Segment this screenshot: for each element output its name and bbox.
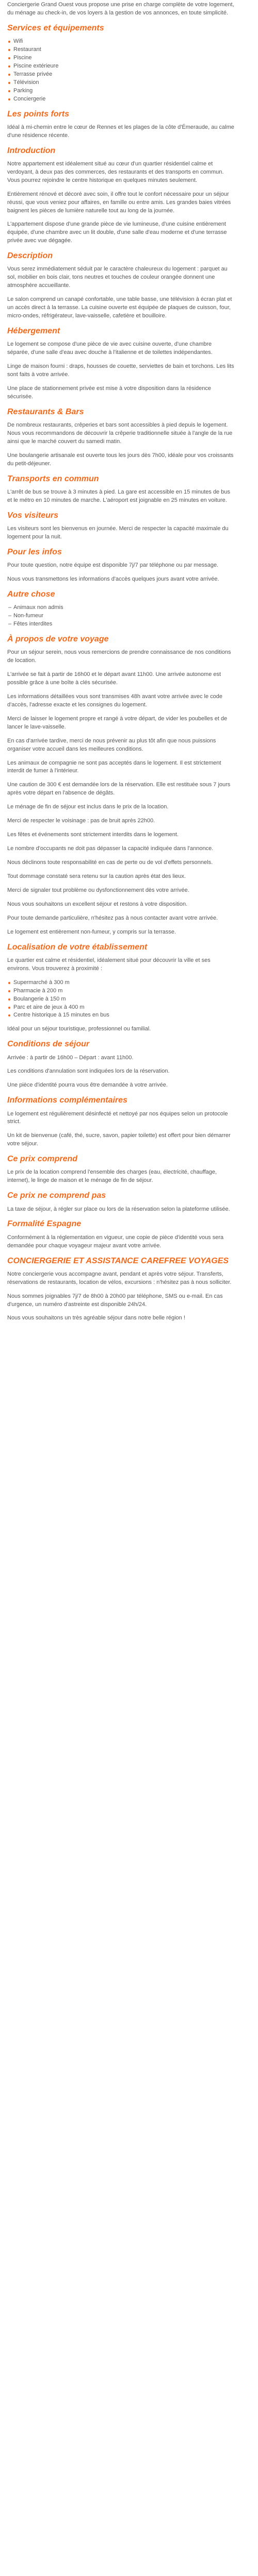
infos-heading: Pour les infos	[7, 547, 62, 556]
paragraph: Nous vous souhaitons un très agréable séjour dans notre belle région !	[7, 1315, 185, 1321]
paragraph: L'arrivée se fait à partir de 16h00 et le départ avant 11h00. Une arrivée autonome est possible grâce à une boîte à clés sécurisée.	[7, 671, 221, 686]
formalite-heading: Formalité Espagne	[7, 1219, 82, 1229]
visiteurs-heading: Vos visiteurs	[7, 511, 59, 520]
paragraph: Nous vous souhaitons un excellent séjour et restons à votre disposition.	[7, 901, 188, 907]
services-item: Parking	[7, 87, 234, 95]
localisation-section	[7, 942, 234, 1034]
localisation-item: Centre historique à 15 minutes en bus	[7, 1011, 234, 1020]
apropos-heading: À propos de votre voyage	[7, 634, 109, 643]
paragraph: Pour toute question, notre équipe est disponible 7j/7 par téléphone ou par message.	[7, 562, 219, 569]
services-item: Conciergerie	[7, 95, 234, 104]
paragraph: Le prix de la location comprend l'ensemble des charges (eau, électricité, chauffage, internet), le linge de maison et le ménage de fin de séjour.	[7, 1169, 217, 1184]
paragraph: En cas d'arrivée tardive, merci de nous prévenir au plus tôt afin que nous puissions organiser votre accueil dans les meilleures conditions.	[7, 737, 216, 752]
compris-section	[7, 1154, 234, 1185]
visiteurs-section	[7, 511, 234, 541]
paragraph: Arrivée : à partir de 16h00 – Départ : avant 11h00.	[7, 1054, 134, 1061]
paragraph: Le salon comprend un canapé confortable, une table basse, une télévision à écran plat et un accès direct à la terrasse. La cuisine ouverte est équipée de plaques de cuisson, four, micro-ondes, réfrigérateur, lave-vaisselle, cafetière et bouilloire.	[7, 296, 232, 319]
paragraph: La taxe de séjour, à régler sur place ou lors de la réservation selon la plateforme utilisée.	[7, 1206, 230, 1212]
paragraph: Les animaux de compagnie ne sont pas acceptés dans le logement. Il est strictement interdit de fumer à l'intérieur.	[7, 759, 221, 774]
services-list	[7, 38, 234, 104]
autre-heading: Autre chose	[7, 589, 55, 599]
paragraph: L'arrêt de bus se trouve à 3 minutes à pied. La gare est accessible en 15 minutes de bus et le métro en 10 minutes de marche. L'aéroport est joignable en 25 minutes en voiture.	[7, 488, 230, 503]
paragraph: Le nombre d'occupants ne doit pas dépasser la capacité indiquée dans l'annonce.	[7, 845, 214, 852]
paragraph: Les informations détaillées vous sont transmises 48h avant votre arrivée avec le code d'accès, l'adresse exacte et les consignes du logement.	[7, 693, 222, 708]
localisation-item: Supermarché à 300 m	[7, 979, 234, 987]
paragraph: Une caution de 300 € est demandée lors de la réservation. Elle est restituée sous 7 jours après votre départ en l'absence de dégâts.	[7, 782, 231, 796]
paragraph: Une place de stationnement privée est mise à votre disposition dans la résidence sécurisée.	[7, 385, 212, 400]
paragraph: Conformément à la réglementation en vigueur, une copie de pièce d'identité vous sera demandée pour chaque voyageur majeur avant votre arrivée.	[7, 1234, 224, 1249]
autre-section	[7, 589, 234, 629]
autre-list	[7, 604, 234, 629]
apropos-section	[7, 634, 234, 937]
points-forts-heading: Les points forts	[7, 109, 70, 118]
autre-item: – Fêtes interdites	[7, 620, 234, 629]
services-item: Télévision	[7, 79, 234, 87]
paragraph: Le logement est entièrement non-fumeur, y compris sur la terrasse.	[7, 928, 176, 935]
services-heading: Services et équipements	[7, 23, 104, 32]
hebergement-heading: Hébergement	[7, 327, 60, 336]
intro-text: Conciergerie Grand Ouest vous propose une prise en charge complète de votre logement, du ménage au check-in, de vos loyers à la gestion de vos annonces, en toute simplicité.	[7, 2, 234, 16]
localisation-heading: Localisation de votre établissement	[7, 942, 148, 952]
paragraph: Idéal pour un séjour touristique, professionnel ou familial.	[7, 1026, 151, 1032]
paragraph: De nombreux restaurants, crêperies et bars sont accessibles à pied depuis le logement. Nous vous recommandons de découvrir la crêperie traditionnelle située à l'angle de la rue ainsi que le marché couvert du samedi matin.	[7, 422, 233, 445]
paragraph: Le logement est régulièrement désinfecté et nettoyé par nos équipes selon un protocole strict.	[7, 1110, 228, 1125]
paragraph: Notre conciergerie vous accompagne avant, pendant et après votre séjour. Transferts, réservations de restaurants, location de vélos, excursions : n'hésitez pas à nous solliciter.	[7, 1270, 232, 1285]
conciergerie-heading: CONCIERGERIE ET ASSISTANCE CAREFREE VOYAGES	[7, 1256, 229, 1265]
conditions-heading: Conditions de séjour	[7, 1040, 90, 1049]
points-forts-section	[7, 109, 234, 140]
paragraph: Le quartier est calme et résidentiel, idéalement situé pour découvrir la ville et ses environs. Vous trouverez à proximité :	[7, 957, 211, 972]
paragraph: Les visiteurs sont les bienvenus en journée. Merci de respecter la capacité maximale du logement pour la nuit.	[7, 526, 229, 540]
infos-section	[7, 547, 234, 584]
paragraph: Un kit de bienvenue (café, thé, sucre, savon, papier toilette) est offert pour bien démarrer votre séjour.	[7, 1132, 231, 1147]
localisation-list	[7, 979, 234, 1020]
autre-item: – Non-fumeur	[7, 612, 234, 620]
non-compris-heading: Ce prix ne comprend pas	[7, 1191, 106, 1200]
paragraph: Pour toute demande particulière, n'hésitez pas à nous contacter avant votre arrivée.	[7, 914, 218, 921]
non-compris-section	[7, 1191, 234, 1213]
transports-section	[7, 474, 234, 505]
description-section	[7, 251, 234, 320]
introduction-section	[7, 146, 234, 246]
restaurants-heading: Restaurants & Bars	[7, 407, 84, 416]
services-item: Piscine extérieure	[7, 62, 234, 71]
paragraph: Les conditions d'annulation sont indiquées lors de la réservation.	[7, 1068, 170, 1075]
paragraph: Pour un séjour serein, nous vous remercions de prendre connaissance de nos conditions de location.	[7, 649, 231, 664]
paragraph: Merci de respecter le voisinage : pas de bruit après 22h00.	[7, 818, 155, 824]
paragraph: Les fêtes et événements sont strictement interdits dans le logement.	[7, 832, 179, 838]
paragraph: L'appartement dispose d'une grande pièce de vie lumineuse, d'une cuisine entièrement équipée, d'une chambre avec un lit double, d'une salle d'eau moderne et d'une terrasse privée avec vue dégagée.	[7, 221, 227, 244]
paragraph: Nous sommes joignables 7j/7 de 8h00 à 20h00 par téléphone, SMS ou e-mail. En cas d'urgence, un numéro d'astreinte est disponible 24h/24.	[7, 1293, 223, 1308]
paragraph: Entièrement rénové et décoré avec soin, il offre tout le confort nécessaire pour un séjour réussi, que vous veniez pour affaires, en famille ou entre amis. Les grandes baies vitrées baignent les pièces de lumière naturelle tout au long de la journée.	[7, 191, 231, 214]
conciergerie-section	[7, 1256, 234, 1323]
description-heading: Description	[7, 251, 53, 261]
restaurants-section	[7, 407, 234, 468]
compris-heading: Ce prix comprend	[7, 1155, 78, 1164]
transports-heading: Transports en commun	[7, 474, 99, 483]
paragraph: Merci de laisser le logement propre et rangé à votre départ, de vider les poubelles et de lancer le lave-vaisselle.	[7, 715, 228, 730]
localisation-item: Parc et aire de jeux à 400 m	[7, 1004, 234, 1012]
localisation-item: Boulangerie à 150 m	[7, 995, 234, 1004]
services-item: Restaurant	[7, 46, 234, 54]
hebergement-section	[7, 326, 234, 401]
page	[0, 0, 243, 1338]
info-comp-section	[7, 1095, 234, 1148]
conditions-section	[7, 1039, 234, 1090]
services-item: Terrasse privée	[7, 71, 234, 79]
services-section	[7, 23, 234, 104]
paragraph: Linge de maison fourni : draps, housses de couette, serviettes de bain et torchons. Les lits sont faits à votre arrivée.	[7, 363, 234, 378]
paragraph: Merci de signaler tout problème ou dysfonctionnement dès votre arrivée.	[7, 887, 189, 893]
paragraph: Tout dommage constaté sera retenu sur la caution après état des lieux.	[7, 873, 186, 879]
formalite-section	[7, 1219, 234, 1250]
services-item: Wifi	[7, 38, 234, 46]
paragraph: Idéal à mi-chemin entre le cœur de Rennes et les plages de la côte d'Émeraude, au calme d'une résidence récente.	[7, 124, 234, 139]
paragraph: Nous déclinons toute responsabilité en cas de perte ou de vol d'effets personnels.	[7, 859, 213, 866]
paragraph: Le ménage de fin de séjour est inclus dans le prix de la location.	[7, 804, 169, 810]
info-comp-heading: Informations complémentaires	[7, 1096, 127, 1105]
services-item: Piscine	[7, 54, 234, 62]
paragraph: Vous serez immédiatement séduit par le caractère chaleureux du logement : parquet au sol, mobilier en bois clair, tons neutres et touches de couleur orangée donnent une atmosphère accueillante.	[7, 266, 228, 289]
paragraph: Une pièce d'identité pourra vous être demandée à votre arrivée.	[7, 1082, 168, 1089]
localisation-item: Pharmacie à 200 m	[7, 987, 234, 995]
paragraph: Le logement se compose d'une pièce de vie avec cuisine ouverte, d'une chambre séparée, d'une salle d'eau avec douche à l'italienne et de toilettes indépendantes.	[7, 341, 213, 356]
paragraph: Notre appartement est idéalement situé au cœur d'un quartier résidentiel calme et verdoyant, à deux pas des commerces, des restaurants et des transports en commun. Vous pourrez rejoindre le centre historique en quelques minutes seulement.	[7, 160, 224, 183]
paragraph: Nous vous transmettons les informations d'accès quelques jours avant votre arrivée.	[7, 576, 219, 582]
paragraph: Une boulangerie artisanale est ouverte tous les jours dès 7h00, idéale pour vos croissants du petit-déjeuner.	[7, 452, 234, 467]
introduction-heading: Introduction	[7, 146, 56, 155]
autre-item: – Animaux non admis	[7, 604, 234, 612]
